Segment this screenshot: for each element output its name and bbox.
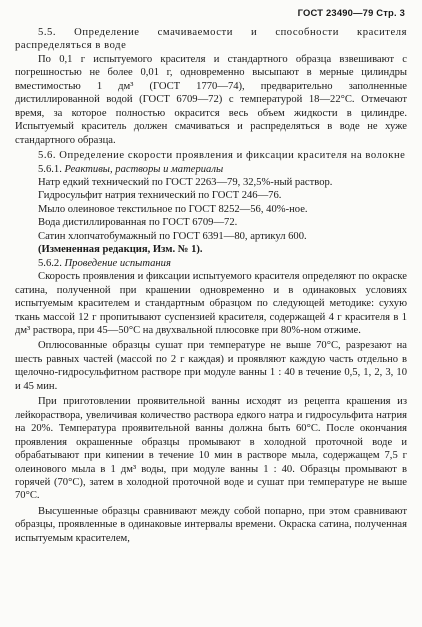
paragraph-5-5: По 0,1 г испытуемого красителя и стандартного образца взвешивают с погрешностью не более 0,01 г, одновременно высыпают в мерные цилиндры вместимостью 1 дм³ (ГОСТ 1770—74), предварительно заполненные дистиллированной водой (ГОСТ 6709—72) с температурой 18—22°С. Отмечают время, за которое полностью окрасится весь объем жидкости в цилиндре. Испытуемый краситель должен смачиваться и распределяться в воде не хуже стандартного образца. xyxy=(15,53,407,146)
paragraph-bath: При приготовлении проявительной ванны исходят из рецепта крашения из лейкораствора, увеличивая количество раствора едкого натра и гидросульфита натрия на 20%. Температура проявительной ванны должна быть 60°С. После окончания проявления окрашенные образцы промывают в холодной проточной воде и обрабатывают при кипении в течение 10 мин в растворе мыла, содержащем 7,5 г олеинового мыла в 1 дм³ воды, при модуле ванны 1 : 40. Образцы промывают в горячей (70°С), затем в холодной проточной воде и сушат при температуре не выше 70°С. xyxy=(15,396,407,502)
paragraph-drying: Оплюсованные образцы сушат при температуре не выше 70°С, разрезают на шесть равных частей (массой по 2 г каждая) и проявляют каждую часть отдельно в щелочно-гидросульфитном растворе при модуле ванны 1 : 40 в течение 0,5, 1, 2, 3, 10 и 45 мин. xyxy=(15,340,407,392)
section-heading-5-6: 5.6. Определение скорости проявления и фиксации красителя на волокне xyxy=(38,150,406,162)
reagent-item: Натр едкий технический по ГОСТ 2263—79, 32,5%-ный раствор. xyxy=(38,176,333,188)
reagent-item: Сатин хлопчатобумажный по ГОСТ 6391—80, артикул 600. xyxy=(38,230,307,242)
reagent-item: Вода дистиллированная по ГОСТ 6709—72. xyxy=(38,217,238,229)
paragraph-method: Скорость проявления и фиксации испытуемого красителя определяют по окраске сатина, полученной при крашении одновременно и в одинаковых условиях испытуемым красителем и стандартным образцом по следующей методике: сухую ткань массой 12 г пропитывают суспензией красителя, содержащей 4 г красителя в 1 дм³ раствора, при 45—50°С на двухвальной плюсовке при 80%-ном отжиме. xyxy=(15,271,407,336)
subsection-number: 5.6.1. xyxy=(38,163,62,175)
subsection-title: Проведение испытания xyxy=(64,257,171,269)
document-body xyxy=(15,26,407,545)
page-header: ГОСТ 23490—79 Стр. 3 xyxy=(297,7,405,18)
subsection-number: 5.6.2. xyxy=(38,257,62,269)
section-heading-5-5: 5.5. Определение смачиваемости и способности красителя распределяться в воде xyxy=(15,27,407,52)
subsection-title: Реактивы, растворы и материалы xyxy=(64,163,224,175)
reagent-item: Мыло олеиновое текстильное по ГОСТ 8252—56, 40%-ное. xyxy=(38,203,308,215)
subsection-heading-5-6-2 xyxy=(15,257,407,270)
reagent-item: Гидросульфит натрия технический по ГОСТ 246—76. xyxy=(38,190,282,202)
amendment-note: (Измененная редакция, Изм. № 1). xyxy=(38,244,203,256)
subsection-heading-5-6-1 xyxy=(15,163,407,176)
paragraph-comparison: Высушенные образцы сравнивают между собой попарно, при этом сравнивают образцы, проявленные в одинаковые интервалы времени. Окраска сатина, полученная испытуемым красителем, xyxy=(15,505,407,544)
